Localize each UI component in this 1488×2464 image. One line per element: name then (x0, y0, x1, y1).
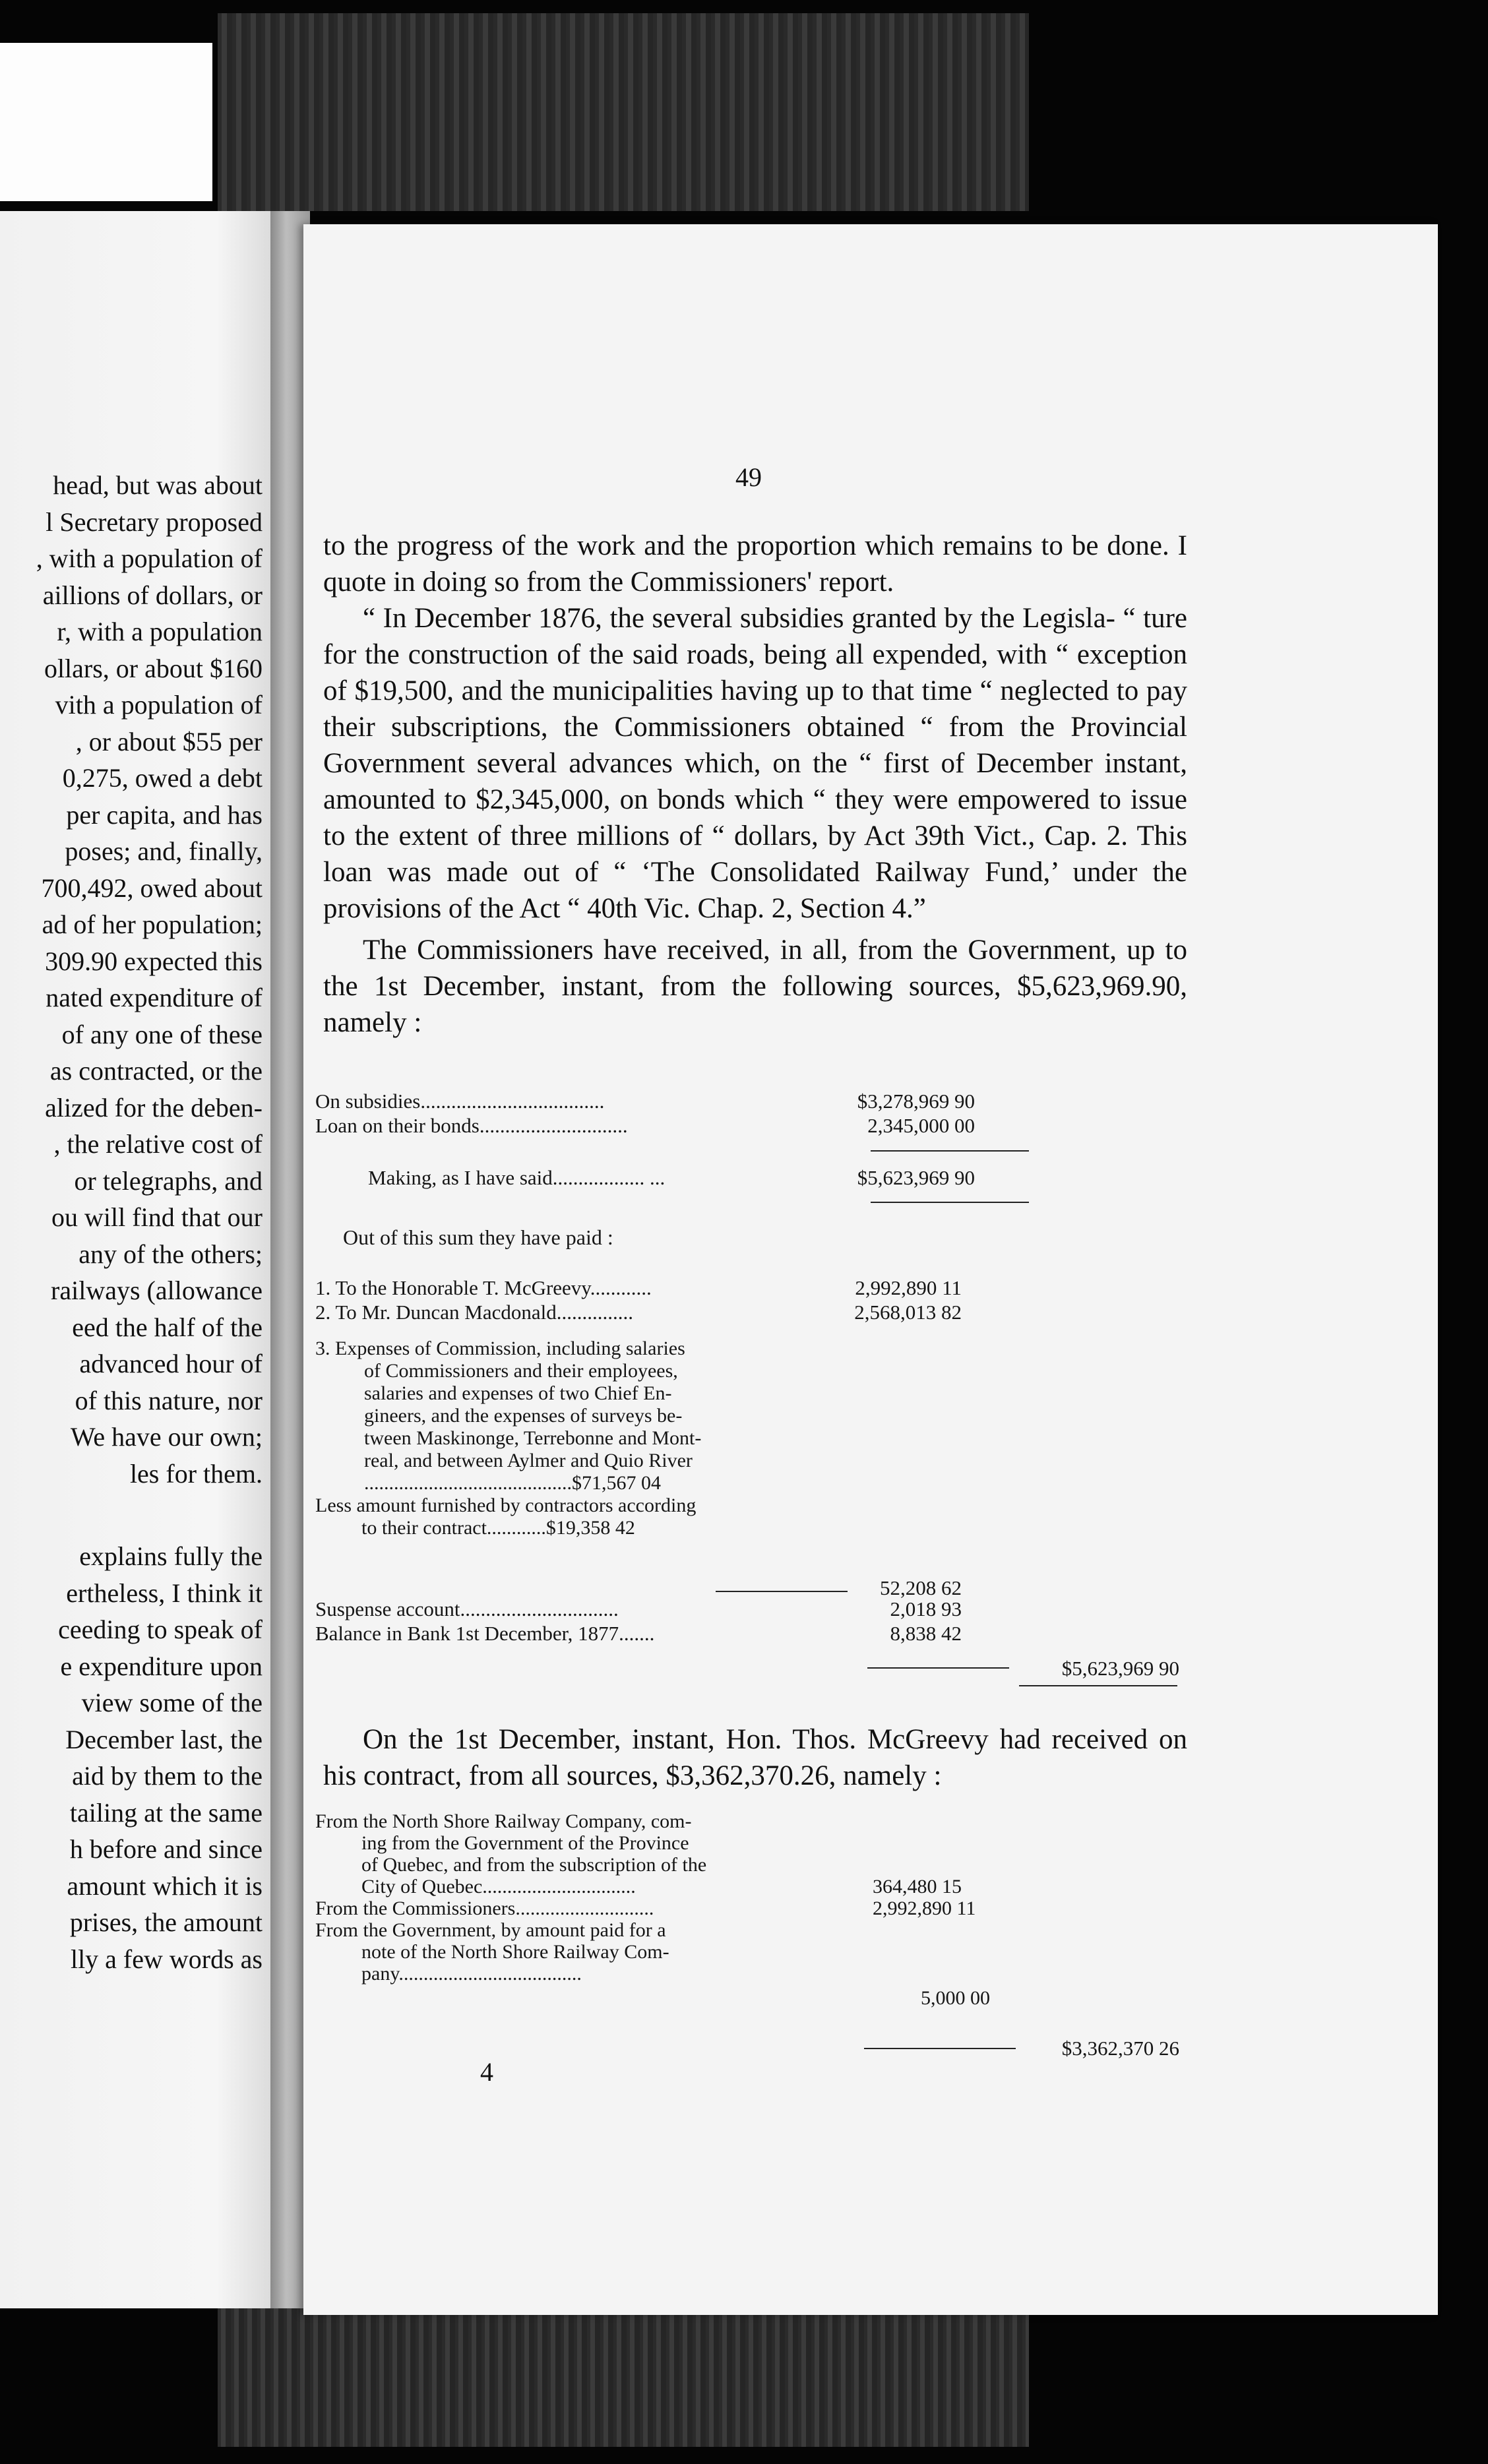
left-page-line: les for them. (129, 1458, 263, 1489)
left-page-line: railways (allowance (51, 1276, 263, 1305)
expenses-line: 3. Expenses of Commission, including salaries (315, 1338, 685, 1359)
left-page-line: as contracted, or the (49, 1056, 263, 1086)
expenses-item (315, 1338, 1199, 1539)
mcgreevy-ledger (315, 1810, 1199, 2011)
left-page-line: December last, the (65, 1724, 263, 1754)
ledger-amount: $3,278,969 90 (857, 1090, 975, 1113)
ledger-rule (871, 1202, 1029, 1203)
left-page-line: ad of her population; (42, 909, 263, 939)
left-page-line: , the relative cost of (53, 1129, 263, 1159)
ledger-total: $3,362,370 26 (1061, 2037, 1179, 2060)
page-corner (0, 43, 212, 201)
film-edge-bottom (218, 2308, 1029, 2447)
left-page-line: aid by them to the (72, 1761, 263, 1791)
expenses-line: ..........................................$71,567 04 (364, 1472, 661, 1494)
left-page-line: nated expenditure of (46, 983, 263, 1012)
left-page-line: ou will find that our (51, 1202, 263, 1232)
expenses-line: of Commissioners and their employees, (364, 1360, 678, 1382)
left-page-line: advanced hour of (79, 1349, 263, 1378)
ledger-label: City of Quebec............................... (361, 1876, 636, 1897)
ledger-row (315, 1276, 1199, 1301)
left-page-line: per capita, and has (66, 799, 263, 830)
left-page-line: aillions of dollars, or (42, 580, 263, 610)
expenses-line: Less amount furnished by contractors according (315, 1494, 697, 1516)
left-page-line: 0,275, owed a debt (62, 763, 263, 793)
ledger-amount: $5,623,969 90 (857, 1166, 975, 1189)
ledger-row (315, 1090, 1199, 1114)
ledger-label: On subsidies.................................... (315, 1090, 605, 1113)
left-page-line: 700,492, owed about (41, 873, 263, 903)
ledger-amount: 364,480 15 (873, 1876, 962, 1897)
left-page-line: amount which it is (67, 1870, 263, 1901)
body-text (323, 528, 1187, 1041)
ledger-row (315, 1597, 1199, 1622)
ledger-label: 2. To Mr. Duncan Macdonald............... (315, 1301, 633, 1324)
left-page-line: or telegraphs, and (74, 1165, 263, 1196)
ledger-row (315, 1301, 1199, 1325)
expenses-line: gineers, and the expenses of surveys be- (364, 1405, 683, 1427)
left-page-line: head, but was about (53, 470, 263, 500)
signature-mark: 4 (480, 2057, 493, 2087)
quote-paragraph: “ In December 1876, the several subsidies granted by the Legisla- “ ture for the construction of the said roads, being all expended, with “ exception of $19,500, and the municipalities having up to that time “ neglected to pay their subscriptions, the Commissioners obtained “ from the Provincial Government several advances which, on the “ first of December instant, amounted to $2,345,000, on bonds which “ they were empowered to issue to the extent of three millions of “ dollars, by Act 39th Vict., Cap. 2. This loan was made out of “ ‘The Consolidated Railway Fund,’ under the provisions of the Act “ 40th Vic. Chap. 2, Section 4.” (323, 603, 1187, 924)
ledger-amount: 2,568,013 82 (854, 1301, 962, 1324)
left-page (0, 211, 270, 2308)
left-page-line: , or about $55 per (75, 726, 263, 756)
ledger-row (315, 1897, 1199, 1919)
left-page-line: We have our own; (70, 1422, 263, 1452)
expenses-line: real, and between Aylmer and Quio River (364, 1450, 693, 1471)
left-page-line: alized for the deben- (45, 1092, 263, 1123)
ledger-label: From the Commissioners............................ (315, 1897, 654, 1919)
mcgreevy-paragraph (323, 1721, 1187, 1794)
paragraph: The Commissioners have received, in all, from the Government, up to the 1st December, instant, from the following sources, $5,623,969.90, namely : (323, 935, 1187, 1038)
left-page-line: h before and since (69, 1834, 263, 1864)
ledger-amount: 2,018 93 (890, 1597, 962, 1620)
left-page-line: poses; and, finally, (65, 836, 263, 866)
left-page-line: view some of the (81, 1688, 263, 1717)
left-page-text (0, 467, 263, 1977)
ledger-rule (871, 1150, 1029, 1152)
ledger-line: pany..................................... (361, 1963, 582, 1985)
total-row (315, 1657, 1199, 1681)
ledger-amount: 2,992,890 11 (855, 1276, 962, 1299)
receipts-ledger (315, 1090, 1199, 1138)
ledger-label: Making, as I have said.................. ... (368, 1166, 666, 1189)
paragraph: to the progress of the work and the proportion which remains to be done. I quote in doing so from the Commissioners' report. (323, 530, 1187, 598)
ledger-row (315, 1622, 1199, 1646)
other-ledger (315, 1597, 1199, 1646)
ledger-row (315, 1114, 1199, 1138)
left-page-line: eed the half of the (72, 1312, 263, 1342)
expenses-line: salaries and expenses of two Chief En- (364, 1382, 672, 1404)
left-page-line: ertheless, I think it (66, 1578, 263, 1608)
ledger-line: From the North Shore Railway Company, com- (315, 1810, 692, 1832)
left-page-line: any of the others; (78, 1239, 263, 1269)
left-page-line: 309.90 expected this (45, 946, 263, 976)
ledger-row (315, 1985, 1199, 2011)
ledger-amount: 2,345,000 00 (867, 1114, 975, 1137)
ledger-line: ing from the Government of the Province (361, 1832, 689, 1854)
ledger-label: Suspense account............................... (315, 1597, 619, 1620)
ledger-label: Loan on their bonds............................. (315, 1114, 628, 1137)
ledger-amount: 8,838 42 (890, 1622, 962, 1645)
left-page-line: l Secretary proposed (46, 507, 263, 537)
film-edge-top (218, 13, 1029, 211)
left-page-line: lly a few words as (70, 1944, 263, 1974)
paragraph: On the 1st December, instant, Hon. Thos. McGreevy had received on his contract, from all sources, $3,362,370.26, namely : (323, 1724, 1187, 1791)
left-page-line: explains fully the (79, 1541, 263, 1571)
ledger-rule (1019, 1685, 1177, 1686)
making-row (315, 1166, 1199, 1190)
ledger-amount: 5,000 00 (921, 1987, 990, 2009)
ledger-line: note of the North Shore Railway Com- (361, 1941, 669, 1963)
ledger-line: From the Government, by amount paid for a (315, 1919, 666, 1941)
expenses-line: tween Maskinonge, Terrebonne and Mont- (364, 1427, 702, 1449)
expenses-line: to their contract............$19,358 42 (361, 1517, 635, 1539)
mcgreevy-total-row (315, 2037, 1199, 2061)
left-page-line: of any one of these (61, 1019, 263, 1049)
left-page-line: ollars, or about $160 (44, 653, 263, 683)
left-page-line: prises, the amount (69, 1907, 263, 1937)
left-page-line: of this nature, nor (75, 1385, 263, 1415)
left-page-line: , with a population of (36, 543, 263, 573)
page-number: 49 (735, 462, 762, 492)
spacer (0, 1492, 263, 1538)
ledger-line: of Quebec, and from the subscription of the (361, 1854, 707, 1876)
ledger-label: 1. To the Honorable T. McGreevy............ (315, 1276, 652, 1299)
ledger-row (315, 1876, 1199, 1897)
payments-ledger (315, 1276, 1199, 1325)
paid-heading: Out of this sum they have paid : (343, 1225, 613, 1249)
left-page-line: e expenditure upon (60, 1651, 263, 1681)
left-page-line: vith a population of (55, 690, 263, 720)
ledger-amount: 2,992,890 11 (873, 1897, 976, 1919)
ledger-total: $5,623,969 90 (1061, 1657, 1179, 1680)
ledger-label: Balance in Bank 1st December, 1877....... (315, 1622, 655, 1645)
left-page-line: ceeding to speak of (58, 1615, 263, 1644)
left-page-line: r, with a population (57, 617, 263, 646)
left-page-line: tailing at the same (69, 1797, 263, 1828)
ledger-amount: 52,208 62 (880, 1576, 962, 1599)
